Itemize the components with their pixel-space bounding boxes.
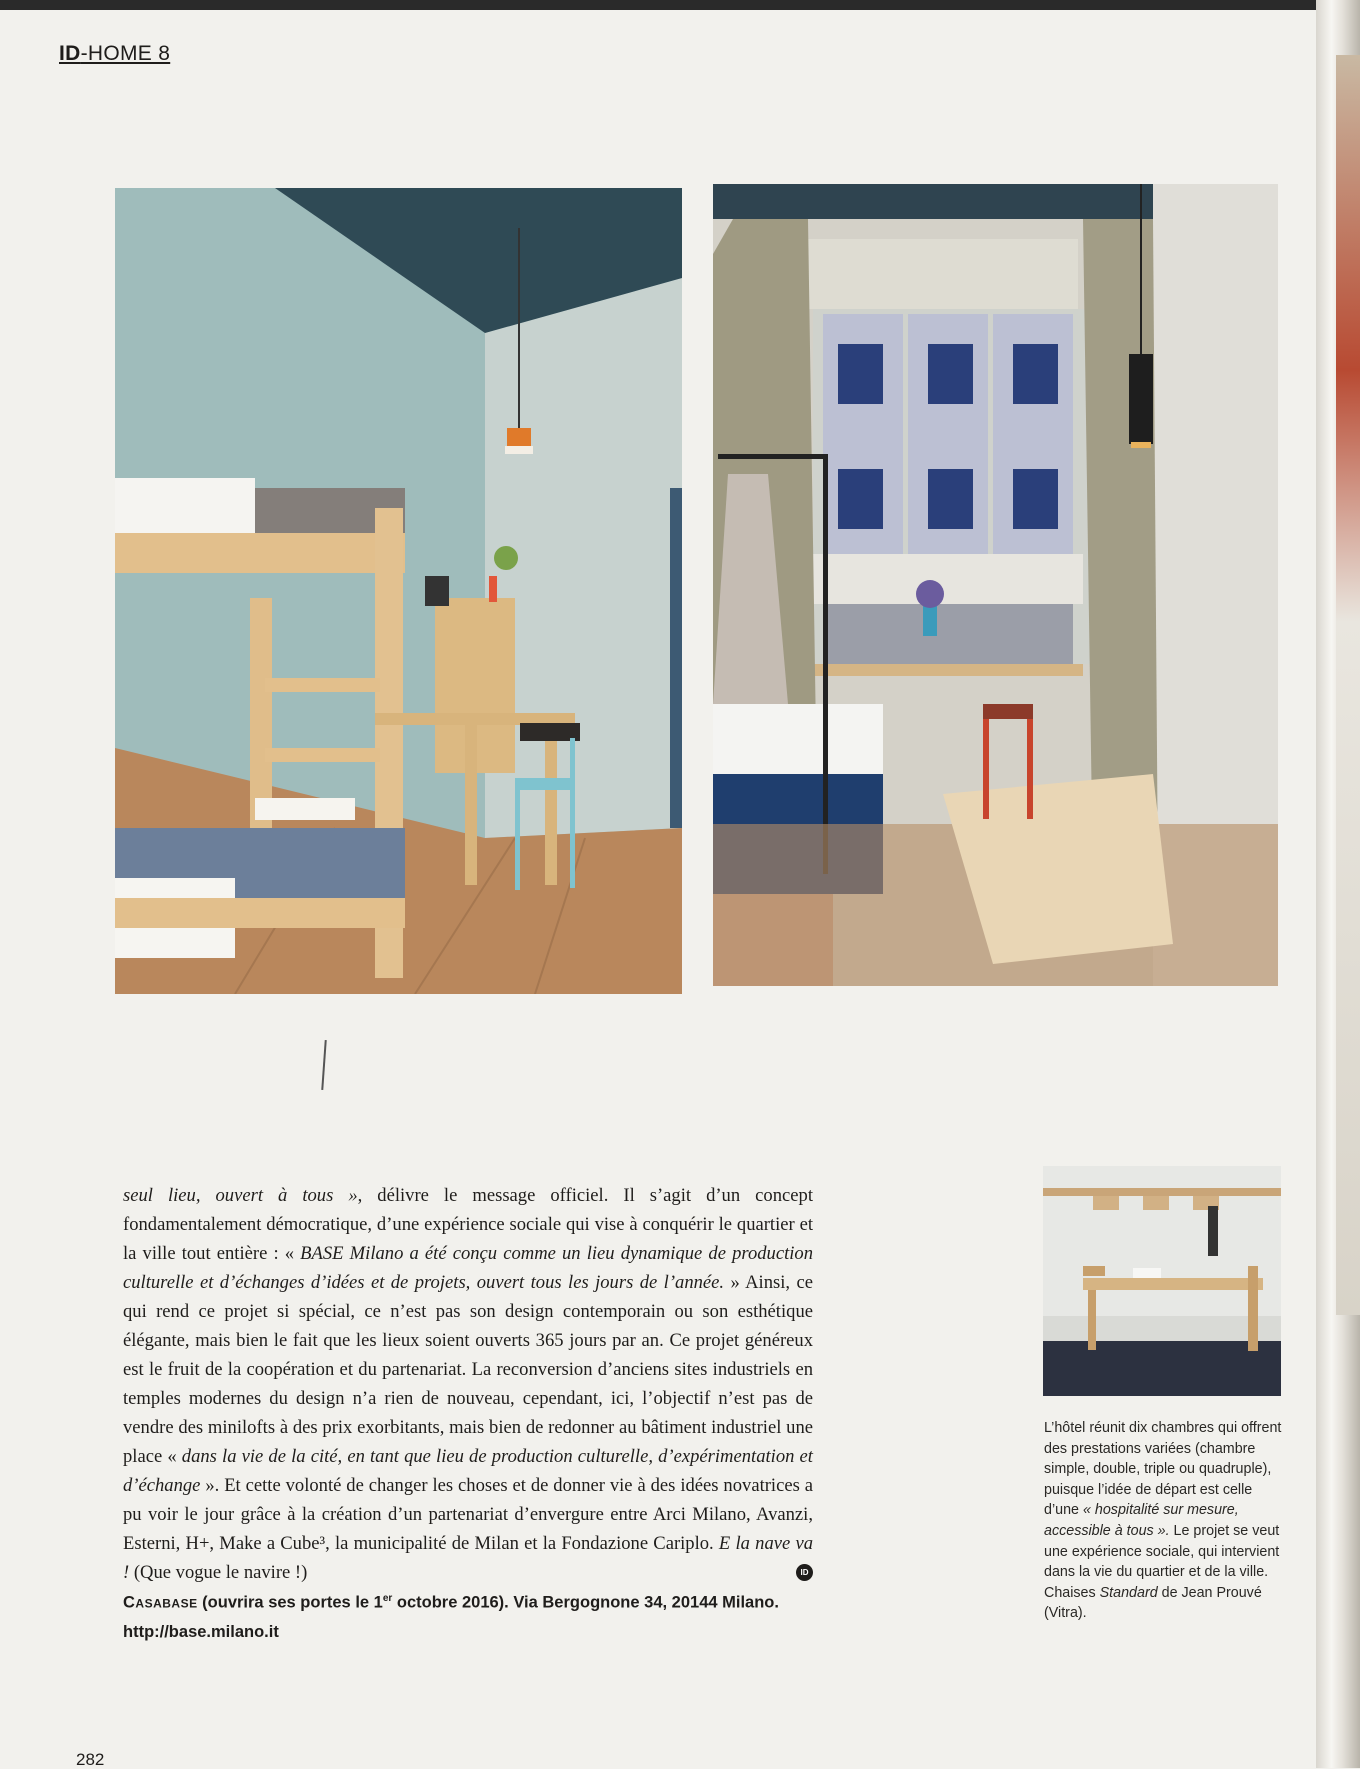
caption-t1: L’hôtel réunit dix chambres qui offrent des prestations variées (chambre simple, double, triple ou quadruple), puisque l’idée de départ est celle d’une	[1044, 1420, 1282, 1519]
quote-3: dans la vie de la cité, en tant que lieu de production culturelle, d’expérimentation et d’échange	[123, 1446, 813, 1496]
text-1: , délivre le message officiel. Il s’agit d’un concept fondamentalement démocratique, d’une expérience sociale qui vise à conquérir le quartier et la ville tout entière : «	[123, 1185, 813, 1264]
caption-i1: « hospitalité sur mesure, accessible à tous ».	[1044, 1502, 1239, 1539]
venue-line	[123, 1584, 823, 1618]
venue-opening-sup: er	[382, 1593, 393, 1604]
facing-page-photo-edge	[1336, 55, 1360, 1315]
top-edge	[0, 0, 1360, 10]
page-number: 282	[76, 1750, 105, 1769]
venue-info	[123, 1584, 823, 1647]
caption-t2: Le projet se veut une expérience sociale, qui intervient dans la vie du quartier et de la ville. Chaises	[1044, 1522, 1280, 1601]
venue-url[interactable]: http://base.milano.it	[123, 1622, 279, 1641]
header-brand: ID	[59, 42, 81, 65]
text-3: ». Et cette volonté de changer les choses et de donner vie à des idées novatrices a pu voir le jour grâce à la création d’un partenariat d’envergure entre Arci Milano, Avanzi, Esterni, H+, Make a Cube³, la municipalité de Milan et la Fondazione Cariplo.	[123, 1475, 813, 1554]
end-mark-icon: ID	[796, 1564, 813, 1581]
venue-name: Casabase	[123, 1593, 198, 1612]
section-header	[59, 42, 170, 66]
scan-mark	[321, 1040, 326, 1090]
article-body	[123, 1181, 813, 1587]
venue-opening: (ouvrira ses portes le 1	[197, 1593, 383, 1612]
quote-1: seul lieu, ouvert à tous »	[123, 1185, 358, 1206]
header-section: -HOME 8	[80, 42, 171, 65]
quote-4: E la nave va !	[123, 1533, 814, 1583]
caption-i2: Standard	[1099, 1584, 1158, 1601]
quote-2: BASE Milano a été conçu comme un lieu dynamique de production culturelle et d’échanges d’idées et de projets, ouvert tous les jours de l’année.	[123, 1243, 814, 1293]
article-paragraph	[123, 1181, 813, 1587]
text-4: (Que vogue le navire !)	[129, 1562, 308, 1583]
venue-address: octobre 2016). Via Bergognone 34, 20144 Milano.	[392, 1593, 779, 1612]
photo-bunk-room	[115, 188, 682, 994]
caption-t3: de Jean Prouvé (Vitra).	[1044, 1584, 1262, 1622]
photo-caption	[1044, 1418, 1284, 1624]
text-2: » Ainsi, ce qui rend ce projet si spécial, ce n’est pas son design contemporain ou son esthétique élégante, mais bien le fait que les lieux soient ouverts 365 jours par an. Ce projet généreux est le fruit de la coopération et du partenariat. La reconversion d’anciens sites industriels en temples modernes du design n’a rien de nouveau, cependant, ici, l’objectif n’est pas de vendre des minilofts à des prix exorbitants, mais bien de redonner au bâtiment industriel une place «	[123, 1272, 813, 1467]
photo-bench	[1043, 1166, 1281, 1396]
page-spine	[1316, 0, 1360, 1768]
photo-window-room	[713, 184, 1278, 986]
